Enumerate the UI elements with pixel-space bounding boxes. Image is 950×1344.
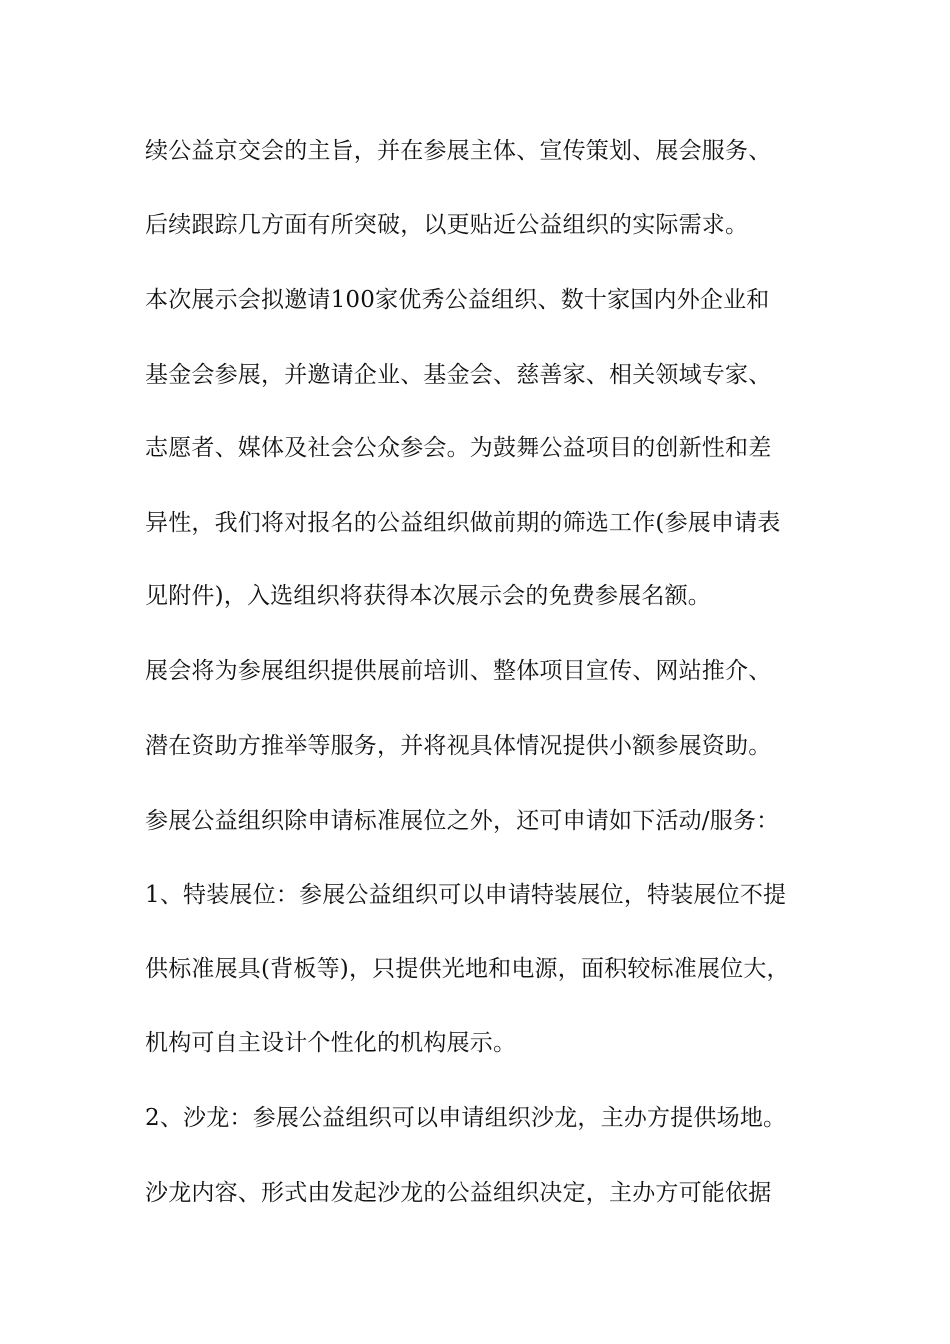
paragraph-line: 本次展示会拟邀请100家优秀公益组织、数十家国内外企业和 xyxy=(145,287,770,313)
paragraph-line: 潜在资助方推举等服务，并将视具体情况提供小额参展资助。 xyxy=(145,733,772,759)
list-item-line: 1、特装展位：参展公益组织可以申请特装展位，特装展位不提 xyxy=(145,882,787,908)
paragraph-line: 基金会参展，并邀请企业、基金会、慈善家、相关领域专家、 xyxy=(145,362,772,388)
list-item-line: 供标准展具(背板等)，只提供光地和电源，面积较标准展位大， xyxy=(145,956,790,982)
paragraph-line: 见附件)，入选组织将获得本次展示会的免费参展名额。 xyxy=(145,583,711,609)
list-item-line: 沙龙内容、形式由发起沙龙的公益组织决定，主办方可能依据 xyxy=(145,1180,772,1206)
paragraph-line: 展会将为参展组织提供展前培训、整体项目宣传、网站推介、 xyxy=(145,658,772,684)
list-item-line: 机构可自主设计个性化的机构展示。 xyxy=(145,1030,517,1056)
list-item-line: 2、沙龙：参展公益组织可以申请组织沙龙，主办方提供场地。 xyxy=(145,1105,787,1131)
paragraph-line: 续公益京交会的主旨，并在参展主体、宣传策划、展会服务、 xyxy=(145,138,772,164)
paragraph-line: 参展公益组织除申请标准展位之外，还可申请如下活动/服务： xyxy=(145,808,780,834)
paragraph-line: 后续跟踪几方面有所突破，以更贴近公益组织的实际需求。 xyxy=(145,212,749,238)
paragraph-line: 志愿者、媒体及社会公众参会。为鼓舞公益项目的创新性和差 xyxy=(145,435,772,461)
paragraph-line: 异性，我们将对报名的公益组织做前期的筛选工作(参展申请表 xyxy=(145,510,781,536)
